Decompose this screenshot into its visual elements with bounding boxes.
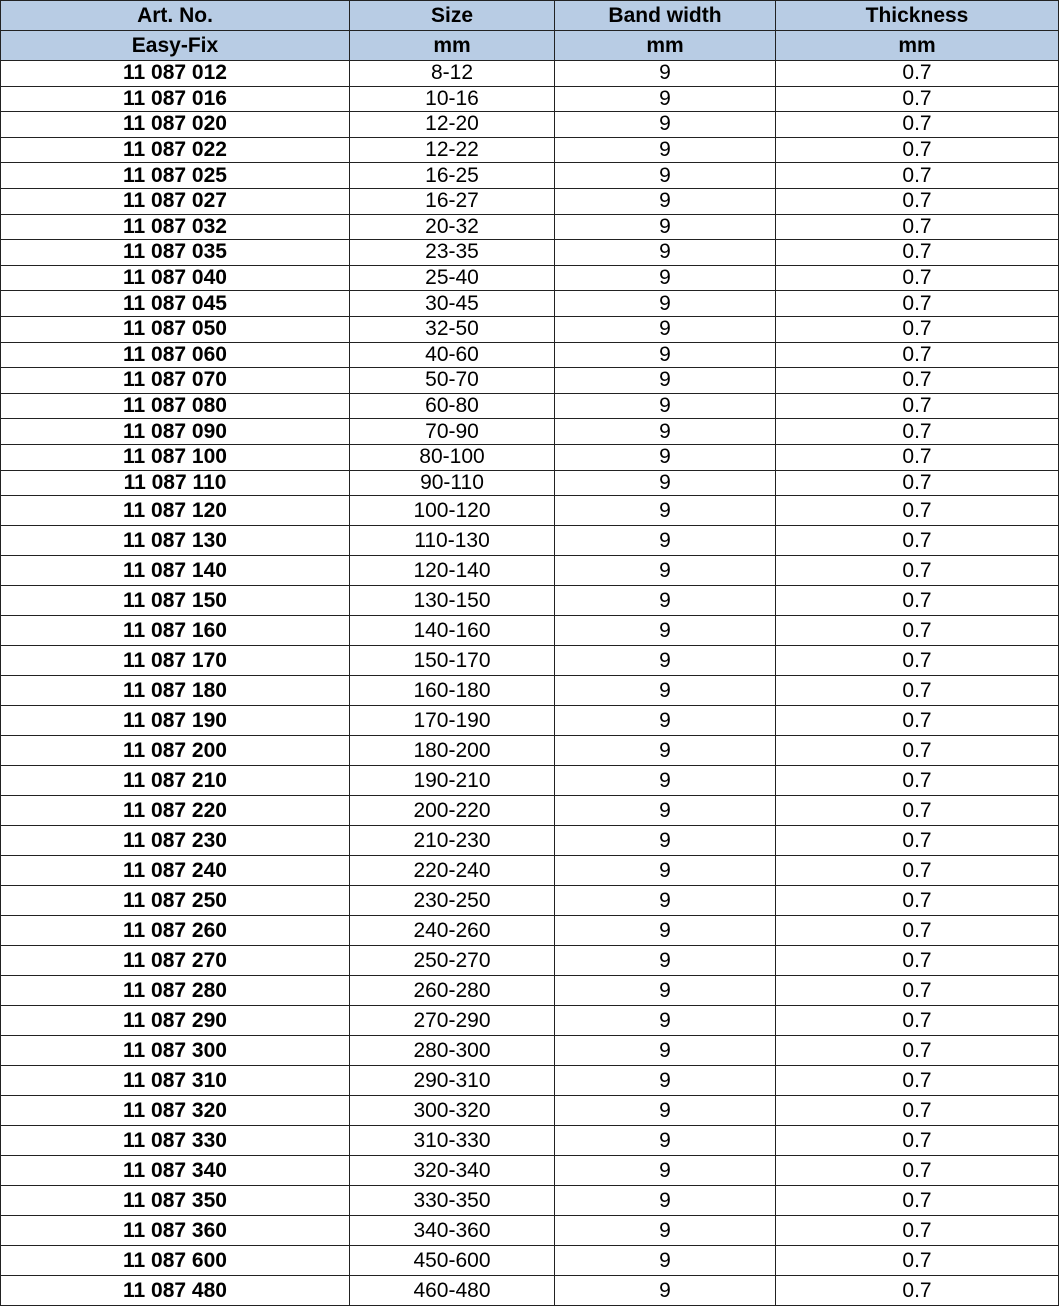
thickness-cell: 0.7 [776, 736, 1059, 766]
size-cell: 150-170 [350, 646, 555, 676]
table-row [1, 1066, 1059, 1096]
band-width-cell: 9 [555, 826, 776, 856]
size-cell: 300-320 [350, 1096, 555, 1126]
size-cell: 12-22 [350, 137, 555, 163]
table-row [1, 1276, 1059, 1306]
band-width-cell: 9 [555, 586, 776, 616]
table-row [1, 291, 1059, 317]
table-row [1, 444, 1059, 470]
band-width-cell: 9 [555, 856, 776, 886]
art-no-cell: 11 087 012 [1, 61, 350, 87]
table-row [1, 1006, 1059, 1036]
art-no-cell: 11 087 480 [1, 1276, 350, 1306]
thickness-cell: 0.7 [776, 556, 1059, 586]
thickness-cell: 0.7 [776, 976, 1059, 1006]
header-row-units [1, 31, 1059, 61]
header-row-titles [1, 1, 1059, 31]
thickness-cell: 0.7 [776, 1276, 1059, 1306]
art-no-cell: 11 087 310 [1, 1066, 350, 1096]
table-row [1, 1216, 1059, 1246]
table-row [1, 419, 1059, 445]
art-no-cell: 11 087 260 [1, 916, 350, 946]
table-row [1, 393, 1059, 419]
size-cell: 23-35 [350, 240, 555, 266]
header-size: Size [350, 1, 555, 31]
size-cell: 16-25 [350, 163, 555, 189]
band-width-cell: 9 [555, 163, 776, 189]
table-row [1, 61, 1059, 87]
size-cell: 90-110 [350, 470, 555, 496]
band-width-cell: 9 [555, 1096, 776, 1126]
thickness-cell: 0.7 [776, 676, 1059, 706]
size-cell: 50-70 [350, 368, 555, 394]
art-no-cell: 11 087 360 [1, 1216, 350, 1246]
header-easy-fix: Easy-Fix [1, 31, 350, 61]
art-no-cell: 11 087 022 [1, 137, 350, 163]
size-cell: 230-250 [350, 886, 555, 916]
band-width-cell: 9 [555, 1036, 776, 1066]
band-width-cell: 9 [555, 1066, 776, 1096]
thickness-cell: 0.7 [776, 586, 1059, 616]
table-row [1, 86, 1059, 112]
table-row [1, 526, 1059, 556]
thickness-cell: 0.7 [776, 342, 1059, 368]
band-width-cell: 9 [555, 1246, 776, 1276]
size-cell: 110-130 [350, 526, 555, 556]
thickness-cell: 0.7 [776, 496, 1059, 526]
art-no-cell: 11 087 340 [1, 1156, 350, 1186]
thickness-cell: 0.7 [776, 1096, 1059, 1126]
size-cell: 190-210 [350, 766, 555, 796]
size-cell: 160-180 [350, 676, 555, 706]
header-art-no: Art. No. [1, 1, 350, 31]
band-width-cell: 9 [555, 1006, 776, 1036]
thickness-cell: 0.7 [776, 1066, 1059, 1096]
band-width-cell: 9 [555, 265, 776, 291]
band-width-cell: 9 [555, 496, 776, 526]
thickness-cell: 0.7 [776, 1036, 1059, 1066]
thickness-cell: 0.7 [776, 188, 1059, 214]
thickness-cell: 0.7 [776, 916, 1059, 946]
table-row [1, 214, 1059, 240]
band-width-cell: 9 [555, 1216, 776, 1246]
size-cell: 16-27 [350, 188, 555, 214]
art-no-cell: 11 087 090 [1, 419, 350, 445]
band-width-cell: 9 [555, 214, 776, 240]
size-cell: 80-100 [350, 444, 555, 470]
size-cell: 40-60 [350, 342, 555, 368]
band-width-cell: 9 [555, 736, 776, 766]
table-row [1, 316, 1059, 342]
size-cell: 70-90 [350, 419, 555, 445]
art-no-cell: 11 087 050 [1, 316, 350, 342]
band-width-cell: 9 [555, 291, 776, 317]
band-width-cell: 9 [555, 342, 776, 368]
size-cell: 120-140 [350, 556, 555, 586]
art-no-cell: 11 087 150 [1, 586, 350, 616]
size-cell: 340-360 [350, 1216, 555, 1246]
table-row [1, 1126, 1059, 1156]
art-no-cell: 11 087 110 [1, 470, 350, 496]
header-size-unit: mm [350, 31, 555, 61]
art-no-cell: 11 087 320 [1, 1096, 350, 1126]
art-no-cell: 11 087 080 [1, 393, 350, 419]
art-no-cell: 11 087 350 [1, 1186, 350, 1216]
thickness-cell: 0.7 [776, 856, 1059, 886]
table-row [1, 706, 1059, 736]
thickness-cell: 0.7 [776, 470, 1059, 496]
table-row [1, 1246, 1059, 1276]
art-no-cell: 11 087 070 [1, 368, 350, 394]
art-no-cell: 11 087 045 [1, 291, 350, 317]
thickness-cell: 0.7 [776, 137, 1059, 163]
thickness-cell: 0.7 [776, 1006, 1059, 1036]
thickness-cell: 0.7 [776, 526, 1059, 556]
table-row [1, 265, 1059, 291]
size-cell: 250-270 [350, 946, 555, 976]
size-cell: 32-50 [350, 316, 555, 342]
band-width-cell: 9 [555, 616, 776, 646]
size-cell: 20-32 [350, 214, 555, 240]
table-row [1, 796, 1059, 826]
size-cell: 290-310 [350, 1066, 555, 1096]
band-width-cell: 9 [555, 419, 776, 445]
table-row [1, 826, 1059, 856]
art-no-cell: 11 087 160 [1, 616, 350, 646]
table-row [1, 676, 1059, 706]
size-cell: 180-200 [350, 736, 555, 766]
band-width-cell: 9 [555, 1186, 776, 1216]
table-row [1, 1156, 1059, 1186]
size-cell: 310-330 [350, 1126, 555, 1156]
band-width-cell: 9 [555, 86, 776, 112]
art-no-cell: 11 087 130 [1, 526, 350, 556]
size-cell: 12-20 [350, 112, 555, 138]
thickness-cell: 0.7 [776, 112, 1059, 138]
header-band-width: Band width [555, 1, 776, 31]
table-row [1, 586, 1059, 616]
thickness-cell: 0.7 [776, 886, 1059, 916]
thickness-cell: 0.7 [776, 766, 1059, 796]
table-row [1, 646, 1059, 676]
band-width-cell: 9 [555, 886, 776, 916]
table-row [1, 886, 1059, 916]
band-width-cell: 9 [555, 137, 776, 163]
art-no-cell: 11 087 280 [1, 976, 350, 1006]
table-row [1, 163, 1059, 189]
band-width-cell: 9 [555, 61, 776, 87]
table-row [1, 766, 1059, 796]
table-body [1, 61, 1059, 1306]
size-cell: 8-12 [350, 61, 555, 87]
thickness-cell: 0.7 [776, 616, 1059, 646]
table-row [1, 946, 1059, 976]
thickness-cell: 0.7 [776, 393, 1059, 419]
header-thickness-unit: mm [776, 31, 1059, 61]
art-no-cell: 11 087 270 [1, 946, 350, 976]
size-cell: 270-290 [350, 1006, 555, 1036]
art-no-cell: 11 087 027 [1, 188, 350, 214]
band-width-cell: 9 [555, 444, 776, 470]
thickness-cell: 0.7 [776, 291, 1059, 317]
thickness-cell: 0.7 [776, 646, 1059, 676]
size-cell: 280-300 [350, 1036, 555, 1066]
size-cell: 25-40 [350, 265, 555, 291]
table-row [1, 1186, 1059, 1216]
table-row [1, 916, 1059, 946]
band-width-cell: 9 [555, 976, 776, 1006]
band-width-cell: 9 [555, 916, 776, 946]
table-row [1, 342, 1059, 368]
table-row [1, 188, 1059, 214]
band-width-cell: 9 [555, 1276, 776, 1306]
art-no-cell: 11 087 180 [1, 676, 350, 706]
art-no-cell: 11 087 200 [1, 736, 350, 766]
thickness-cell: 0.7 [776, 86, 1059, 112]
size-cell: 260-280 [350, 976, 555, 1006]
band-width-cell: 9 [555, 706, 776, 736]
table-row [1, 470, 1059, 496]
thickness-cell: 0.7 [776, 1126, 1059, 1156]
band-width-cell: 9 [555, 526, 776, 556]
size-cell: 240-260 [350, 916, 555, 946]
size-cell: 130-150 [350, 586, 555, 616]
band-width-cell: 9 [555, 646, 776, 676]
band-width-cell: 9 [555, 393, 776, 419]
thickness-cell: 0.7 [776, 796, 1059, 826]
table-row [1, 856, 1059, 886]
thickness-cell: 0.7 [776, 240, 1059, 266]
band-width-cell: 9 [555, 188, 776, 214]
art-no-cell: 11 087 025 [1, 163, 350, 189]
thickness-cell: 0.7 [776, 1156, 1059, 1186]
band-width-cell: 9 [555, 368, 776, 394]
table-row [1, 1036, 1059, 1066]
art-no-cell: 11 087 220 [1, 796, 350, 826]
thickness-cell: 0.7 [776, 706, 1059, 736]
size-cell: 170-190 [350, 706, 555, 736]
size-cell: 140-160 [350, 616, 555, 646]
size-cell: 330-350 [350, 1186, 555, 1216]
thickness-cell: 0.7 [776, 444, 1059, 470]
art-no-cell: 11 087 300 [1, 1036, 350, 1066]
thickness-cell: 0.7 [776, 826, 1059, 856]
size-cell: 320-340 [350, 1156, 555, 1186]
band-width-cell: 9 [555, 1126, 776, 1156]
thickness-cell: 0.7 [776, 316, 1059, 342]
band-width-cell: 9 [555, 676, 776, 706]
art-no-cell: 11 087 210 [1, 766, 350, 796]
art-no-cell: 11 087 170 [1, 646, 350, 676]
header-thickness: Thickness [776, 1, 1059, 31]
art-no-cell: 11 087 035 [1, 240, 350, 266]
band-width-cell: 9 [555, 946, 776, 976]
table-row [1, 112, 1059, 138]
table-header [1, 1, 1059, 61]
band-width-cell: 9 [555, 796, 776, 826]
size-cell: 460-480 [350, 1276, 555, 1306]
thickness-cell: 0.7 [776, 946, 1059, 976]
table-row [1, 976, 1059, 1006]
table-row [1, 556, 1059, 586]
art-no-cell: 11 087 330 [1, 1126, 350, 1156]
thickness-cell: 0.7 [776, 419, 1059, 445]
table-row [1, 616, 1059, 646]
thickness-cell: 0.7 [776, 368, 1059, 394]
size-cell: 10-16 [350, 86, 555, 112]
band-width-cell: 9 [555, 766, 776, 796]
art-no-cell: 11 087 020 [1, 112, 350, 138]
art-no-cell: 11 087 190 [1, 706, 350, 736]
table-row [1, 240, 1059, 266]
size-cell: 210-230 [350, 826, 555, 856]
art-no-cell: 11 087 140 [1, 556, 350, 586]
table-row [1, 1096, 1059, 1126]
art-no-cell: 11 087 240 [1, 856, 350, 886]
art-no-cell: 11 087 060 [1, 342, 350, 368]
band-width-cell: 9 [555, 112, 776, 138]
thickness-cell: 0.7 [776, 1246, 1059, 1276]
size-cell: 30-45 [350, 291, 555, 317]
table-row [1, 368, 1059, 394]
thickness-cell: 0.7 [776, 1216, 1059, 1246]
band-width-cell: 9 [555, 316, 776, 342]
thickness-cell: 0.7 [776, 163, 1059, 189]
thickness-cell: 0.7 [776, 61, 1059, 87]
table-row [1, 496, 1059, 526]
band-width-cell: 9 [555, 556, 776, 586]
band-width-cell: 9 [555, 240, 776, 266]
art-no-cell: 11 087 100 [1, 444, 350, 470]
table-row [1, 137, 1059, 163]
art-no-cell: 11 087 032 [1, 214, 350, 240]
size-cell: 220-240 [350, 856, 555, 886]
band-width-cell: 9 [555, 1156, 776, 1186]
thickness-cell: 0.7 [776, 214, 1059, 240]
art-no-cell: 11 087 250 [1, 886, 350, 916]
size-cell: 200-220 [350, 796, 555, 826]
size-cell: 450-600 [350, 1246, 555, 1276]
thickness-cell: 0.7 [776, 265, 1059, 291]
band-width-cell: 9 [555, 470, 776, 496]
table-row [1, 736, 1059, 766]
size-cell: 60-80 [350, 393, 555, 419]
art-no-cell: 11 087 230 [1, 826, 350, 856]
art-no-cell: 11 087 290 [1, 1006, 350, 1036]
thickness-cell: 0.7 [776, 1186, 1059, 1216]
art-no-cell: 11 087 120 [1, 496, 350, 526]
art-no-cell: 11 087 016 [1, 86, 350, 112]
art-no-cell: 11 087 040 [1, 265, 350, 291]
art-no-cell: 11 087 600 [1, 1246, 350, 1276]
size-cell: 100-120 [350, 496, 555, 526]
header-band-width-unit: mm [555, 31, 776, 61]
